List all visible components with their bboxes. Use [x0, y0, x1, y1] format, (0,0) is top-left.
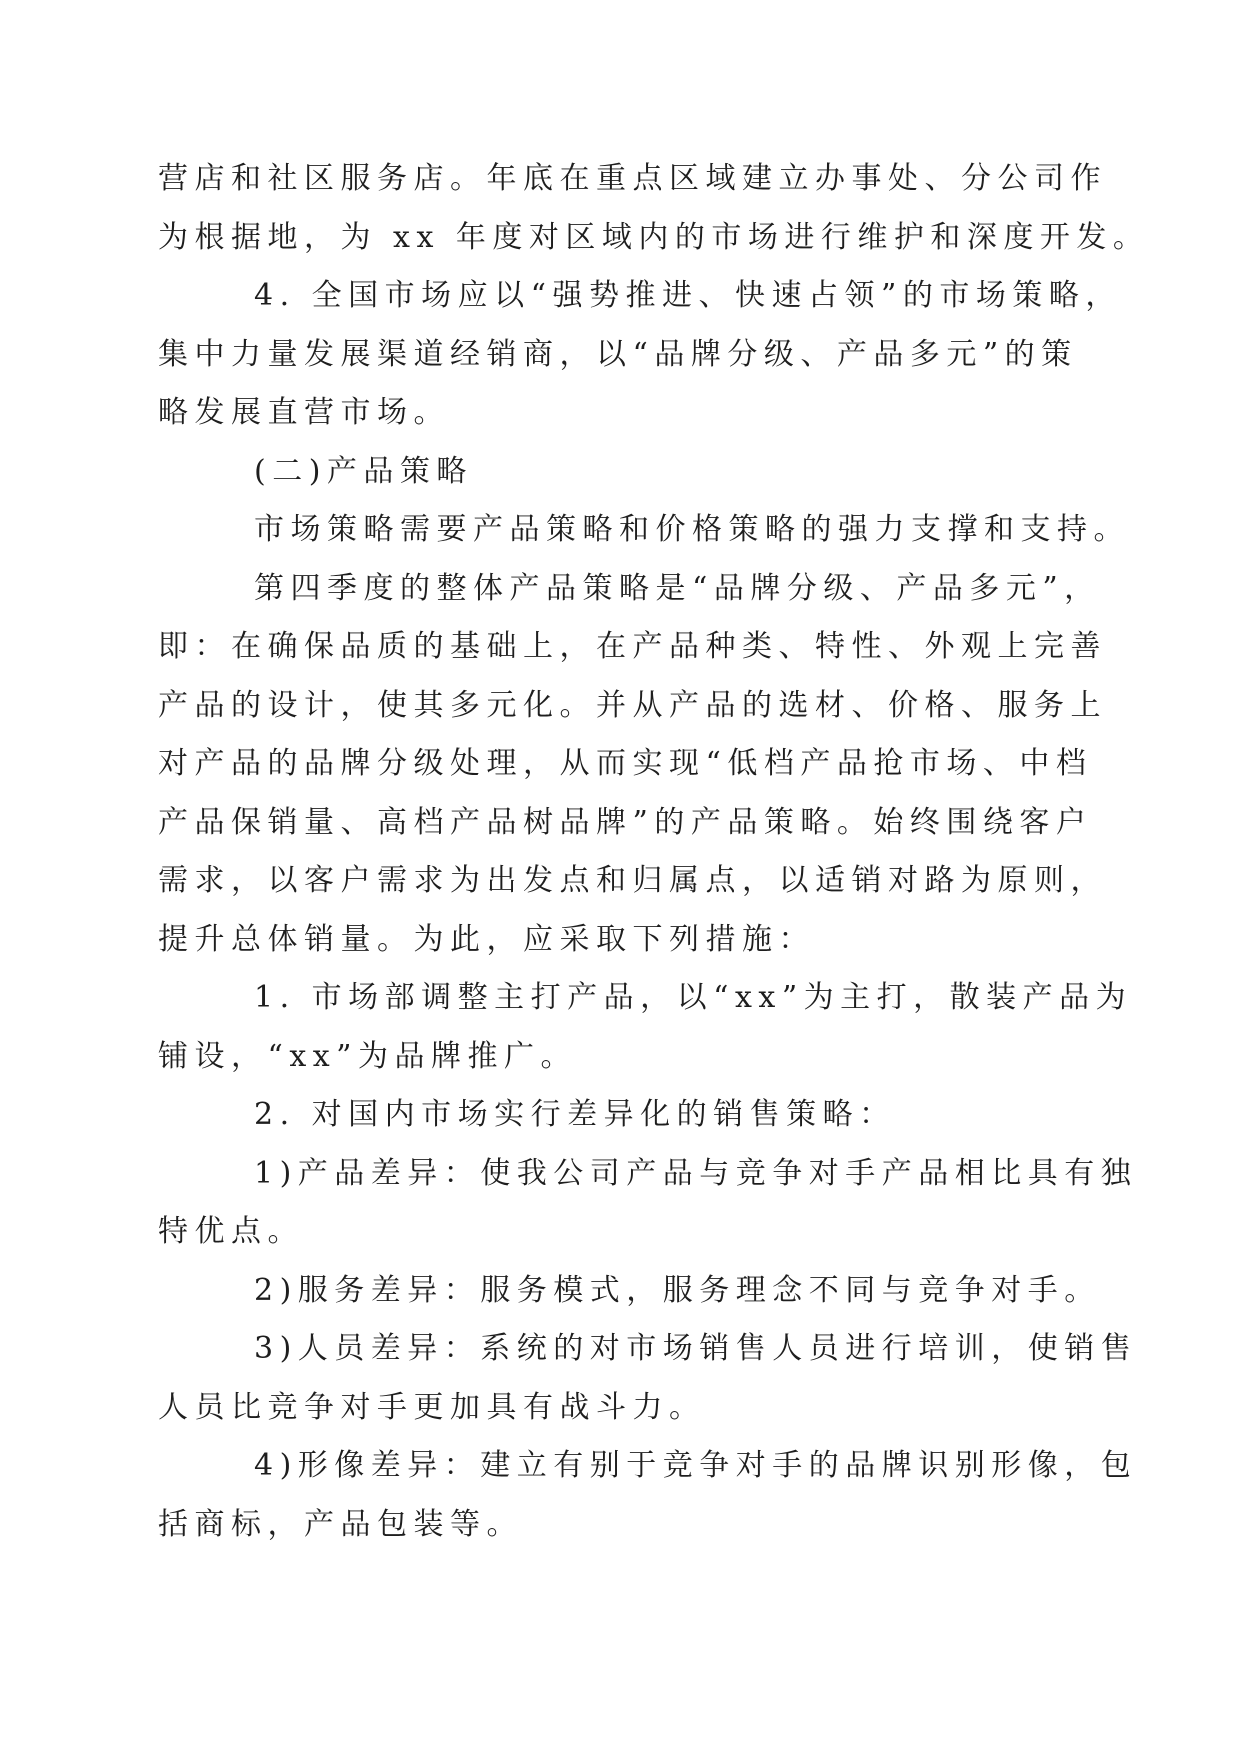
text-line: 括商标，产品包装等。: [158, 1506, 523, 1542]
text-line: 人员比竞争对手更加具有战斗力。: [158, 1389, 706, 1425]
text-line: 营店和社区服务店。年底在重点区域建立办事处、分公司作: [158, 161, 1107, 196]
text-line: 1. 市场部调整主打产品，以“xx”为主打，散装产品为: [254, 980, 1133, 1015]
text-line: 特优点。: [158, 1214, 304, 1249]
text-line: 略发展直营市场。: [158, 395, 450, 430]
text-line: 对产品的品牌分级处理，从而实现“低档产品抢市场、中档: [158, 746, 1093, 781]
text-line: 4. 全国市场应以“强势推进、快速占领”的市场策略，: [254, 278, 1122, 313]
text-lines: [158, 150, 1150, 1554]
text-line: 为根据地，为 xx 年度对区域内的市场进行维护和深度开发。: [158, 219, 1150, 255]
text-line: 1)产品差异：使我公司产品与竞争对手产品相比具有独: [254, 1155, 1138, 1191]
text-line: 4)形像差异：建立有别于竞争对手的品牌识别形像，包: [254, 1448, 1138, 1483]
text-line: 铺设，“xx”为品牌推广。: [158, 1038, 578, 1074]
text-line: 2. 对国内市场实行差异化的销售策略：: [254, 1097, 896, 1132]
text-line: 产品的设计，使其多元化。并从产品的选材、价格、服务上: [158, 687, 1107, 723]
text-line: 集中力量发展渠道经销商，以“品牌分级、产品多元”的策: [158, 336, 1078, 372]
text-line: 需求，以客户需求为出发点和归属点，以适销对路为原则，: [158, 863, 1107, 898]
text-line: 产品保销量、高档产品树品牌”的产品策略。始终围绕客户: [158, 804, 1093, 840]
text-line: 第四季度的整体产品策略是“品牌分级、产品多元”，: [254, 570, 1101, 606]
text-line: 3)人员差异：系统的对市场销售人员进行培训，使销售: [254, 1331, 1138, 1366]
text-line: (二)产品策略: [254, 453, 473, 489]
text-line: 2)服务差异：服务模式，服务理念不同与竞争对手。: [254, 1272, 1101, 1308]
text-line: 即：在确保品质的基础上，在产品种类、特性、外观上完善: [158, 629, 1107, 664]
text-line: 提升总体销量。为此，应采取下列措施：: [158, 921, 815, 957]
text-line: 市场策略需要产品策略和价格策略的强力支撑和支持。: [254, 512, 1130, 547]
